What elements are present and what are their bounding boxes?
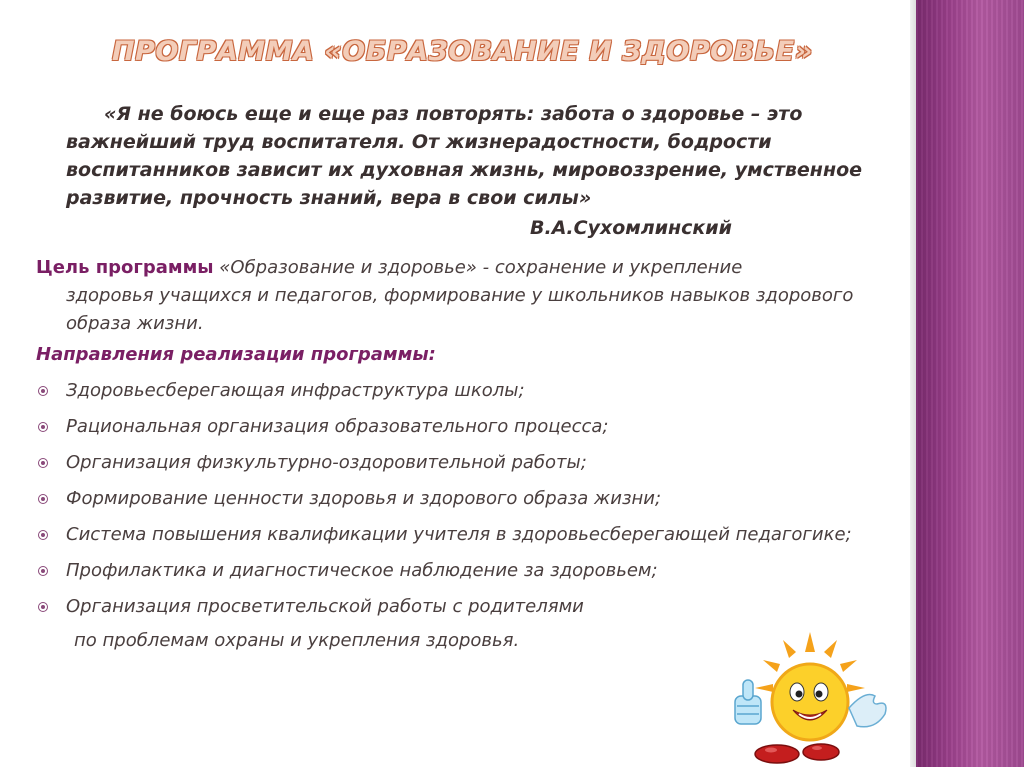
bullet-icon [38,566,48,576]
goal-paragraph [36,254,866,338]
goal-text: «Образование и здоровье» - сохранение и укрепление [213,257,743,278]
bullet-icon [38,386,48,396]
bullet-icon [38,458,48,468]
list-item: Здоровьесберегающая инфраструктура школы; [36,378,856,404]
bullet-icon [38,530,48,540]
quote-text: «Я не боюсь еще и еще раз повторять: забота о здоровье – это важнейший труд воспитателя. От жизнерадостности, бодрости воспитанников зависит их духовная жизнь, мировоззрение, умственное развитие, прочность знаний, вера в свои силы» [66,103,863,209]
bullet-icon [38,494,48,504]
directions-list [36,378,856,654]
goal-label: Цель программы [36,257,214,278]
list-item-continuation: по проблемам охраны и укрепления здоровья. [74,630,520,651]
list-item: Организация просветительской работы с родителями [36,594,856,620]
quote [66,100,896,212]
slide-title: ПРОГРАММА «ОБРАЗОВАНИЕ И ЗДОРОВЬЕ» [112,36,813,67]
quote-author: В.А.Сухомлинский [530,217,732,239]
decorative-band [916,0,1024,767]
bullet-icon [38,602,48,612]
directions-heading: Направления реализации программы: [36,344,436,365]
smiling-sun-thumbs-up-icon [725,630,895,765]
list-item: Рациональная организация образовательного процесса; [36,414,856,440]
list-item: Организация физкультурно-оздоровительной работы; [36,450,856,476]
list-item: Формирование ценности здоровья и здорового образа жизни; [36,486,856,512]
list-item: Профилактика и диагностическое наблюдение за здоровьем; [36,558,856,584]
list-item: Система повышения квалификации учителя в здоровьесберегающей педагогике; [36,522,856,548]
bullet-icon [38,422,48,432]
goal-continuation: здоровья учащихся и педагогов, формирование у школьников навыков здорового образа жизни. [66,285,854,334]
